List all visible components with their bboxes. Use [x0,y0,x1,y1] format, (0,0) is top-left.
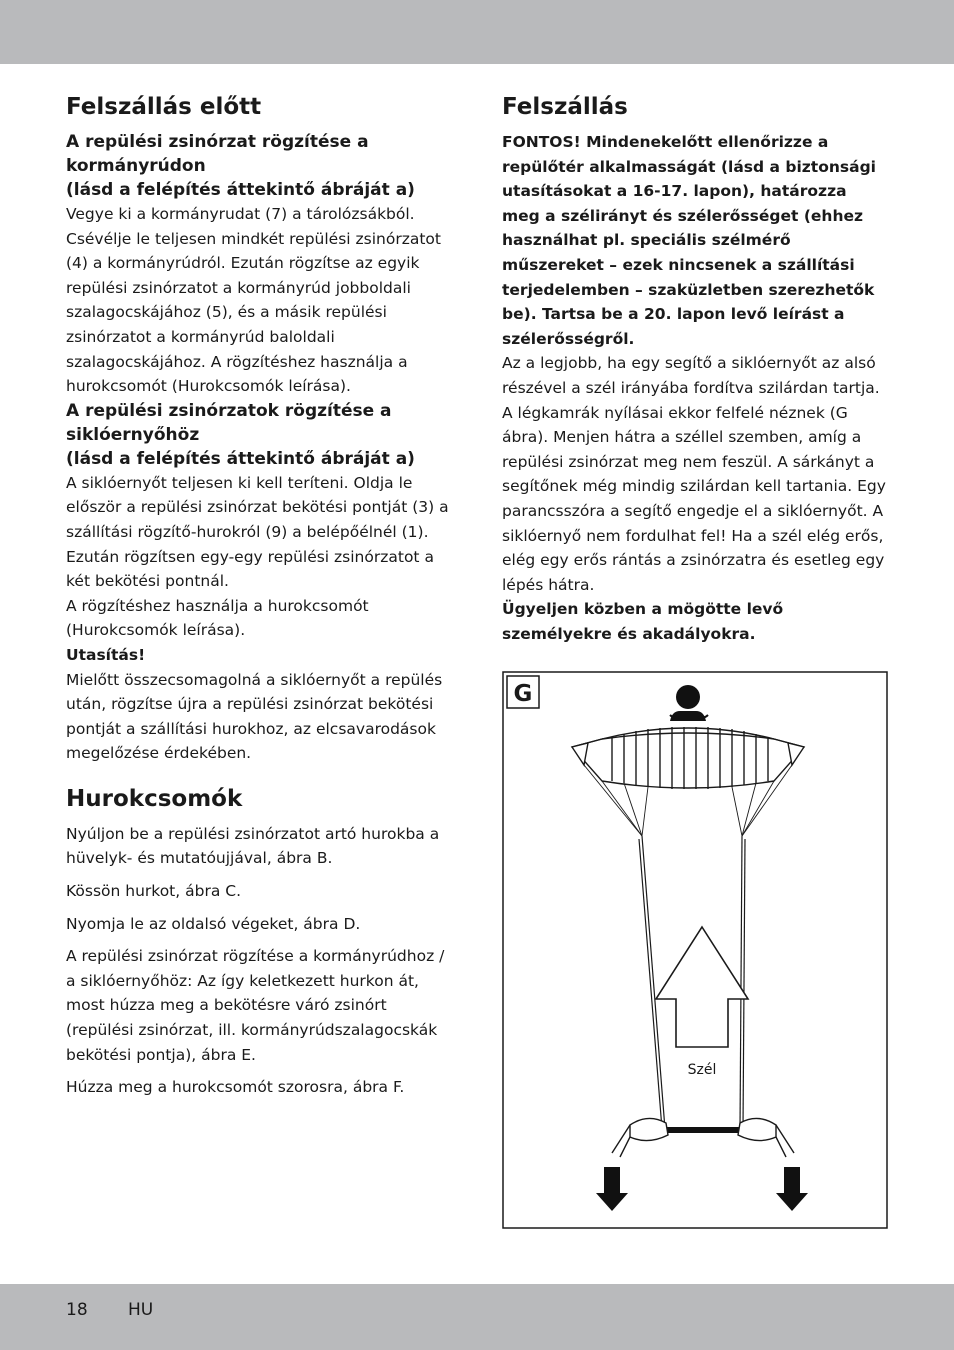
section-title-knots: Hurokcsomók [66,785,243,812]
figure-label: G [513,681,533,707]
section-title-before-takeoff: Felszállás előtt [66,94,262,120]
important-notice: FONTOS! Mindenekelőtt ellenőrizze a repülőtér alkalmasságát (lásd a biztonsági utasításokat a 16-17. lapon), határozza meg a szélirányt és szélerősséget (ehhez használhat pl. speciális szélmérő műszereket – ezek nincsenek a szállítási terjedelemben – szaküzletben szerezhetők be). Tartsa be a 20. lapon levő leírást a szélerősségről. [502,133,876,348]
subheading-ref: (lásd a felépítés áttekintő ábráját a) [66,448,415,469]
figure-g-illustration [502,671,888,1229]
figure-g [502,671,888,1229]
knot-step-c: Kössön hurkot, ábra C. [66,882,242,901]
note-label: Utasítás! [66,645,146,664]
knot-step-b: Nyúljon be a repülési zsinórzatot artó hurokba a hüvelyk- és mutatóujjával, ábra B. [66,824,440,868]
subheading-kite-lines: A repülési zsinórzatok rögzítése a siklóernyőhöz [66,400,392,445]
language-code: HU [128,1300,154,1320]
paragraph-steering-bar: Vegye ki a kormányrudat (7) a tárolózsákból. Csévélje le teljesen mindkét repülési zsinórzatot (4) a kormányrúdról. Ezután rögzítse az egyik repülési zsinórzatot a kormányrúd jobboldali szalagocskájához (5), és a másik repülési zsinórzatot a kormányrúd baloldali szalagocskájához. A rögzítéshez használja a hurokcsomót (Hurokcsomók leírása). [66,205,441,396]
subheading-steering-bar: A repülési zsinórzat rögzítése a kormányrúdon [66,132,369,176]
header-bar [0,0,954,64]
section-title-takeoff: Felszállás [502,94,628,120]
warning-notice: Ügyeljen közben a mögötte levő személyekre és akadályokra. [502,600,784,643]
wind-label: Szél [687,1062,717,1078]
takeoff-instructions: Az a legjobb, ha egy segítő a siklóernyőt az alsó részével a szél irányába fordítva szilárdan tartja. A légkamrák nyílásai ekkor felfelé néznek (G ábra). Menjen hátra a széllel szemben, amíg a repülési zsinórzat meg nem feszül. A sárkányt a segítőnek még mindig szilárdan kell tartania. Egy parancsszóra a segítő engedje el a siklóernyőt. A siklóernyő nem fordulhat fel! Ha a szél elég erős, elég egy erős rántás a zsinórzatra és esetleg egy lépés hátra. [502,354,886,594]
right-column [502,92,888,646]
subheading-ref: (lásd a felépítés áttekintő ábráját a) [66,180,415,200]
knot-step-d: Nyomja le az oldalsó végeket, ábra D. [66,914,361,933]
paragraph-knot-ref: A rögzítéshez használja a hurokcsomót (Hurokcsomók leírása). [66,596,369,640]
note-text: Mielőtt összecsomagolná a siklóernyőt a repülés után, rögzítse újra a repülési zsinórzat bekötési pontját a szállítási hurokhoz, az elcsavarodások megelőzése érdekében. [66,670,443,763]
paragraph-kite-lines: A siklóernyőt teljesen ki kell teríteni. Oldja le először a repülési zsinórzat bekötési pontját (3) a szállítási rögzítő-hurokról (9) a belépőélnél (1). Ezután rögzítsen egy-egy repülési zsinórzatot a két bekötési pontnál. [66,473,449,591]
page-number: 18 [66,1300,88,1320]
knot-step-e: A repülési zsinórzat rögzítése a kormányrúdhoz / a siklóernyőhöz: Az így keletkezett hurkon át, most húzza meg a bekötésre váró zsinórt (repülési zsinórzat, ill. kormányrúdszalagocskák bekötési pontja), ábra E. [66,947,445,1064]
left-column [66,92,458,1108]
knot-step-f: Húzza meg a hurokcsomót szorosra, ábra F. [66,1078,405,1097]
